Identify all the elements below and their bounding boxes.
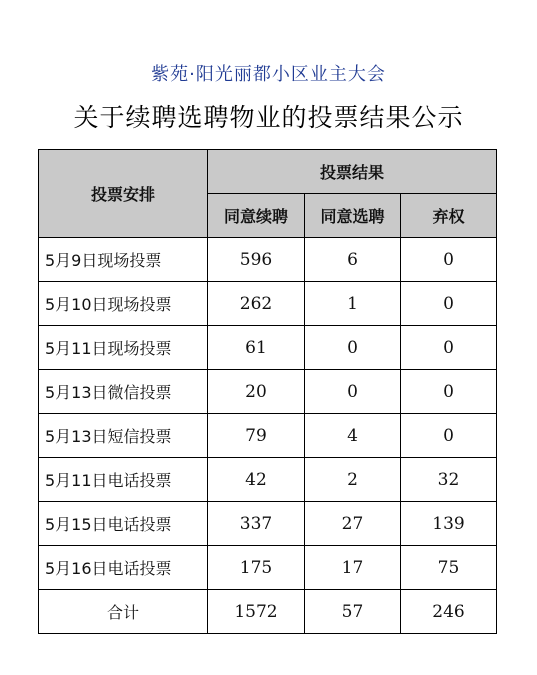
cell-abstain: 139 [401,502,497,546]
vote-results-table [38,149,497,634]
table-row [39,282,497,326]
cell-agree-renew: 61 [208,326,305,370]
table-row [39,238,497,282]
total-abstain: 246 [401,590,497,634]
table-row [39,414,497,458]
cell-agree-renew: 175 [208,546,305,590]
table-row [39,370,497,414]
cell-agree-renew: 337 [208,502,305,546]
cell-abstain: 32 [401,458,497,502]
cell-agree-select: 1 [305,282,401,326]
cell-agree-select: 2 [305,458,401,502]
row-label: 5月13日短信投票 [39,414,208,458]
cell-agree-renew: 79 [208,414,305,458]
table-row [39,502,497,546]
row-label: 5月9日现场投票 [39,238,208,282]
cell-agree-select: 6 [305,238,401,282]
cell-abstain: 0 [401,414,497,458]
cell-abstain: 0 [401,370,497,414]
table-header-row [39,150,497,194]
cell-abstain: 0 [401,326,497,370]
cell-agree-select: 27 [305,502,401,546]
header-arrangement: 投票安排 [39,150,208,238]
cell-abstain: 0 [401,238,497,282]
page-title: 关于续聘选聘物业的投票结果公示 [73,103,464,132]
total-label: 合计 [39,590,208,634]
cell-agree-renew: 42 [208,458,305,502]
row-label: 5月13日微信投票 [39,370,208,414]
cell-agree-select: 17 [305,546,401,590]
cell-agree-select: 0 [305,326,401,370]
cell-agree-renew: 20 [208,370,305,414]
community-subtitle: 紫苑·阳光丽都小区业主大会 [151,64,386,85]
total-agree-renew: 1572 [208,590,305,634]
table-row [39,546,497,590]
table-row [39,458,497,502]
cell-agree-renew: 596 [208,238,305,282]
row-label: 5月16日电话投票 [39,546,208,590]
cell-agree-renew: 262 [208,282,305,326]
header-results: 投票结果 [208,150,497,194]
total-row [39,590,497,634]
row-label: 5月11日电话投票 [39,458,208,502]
cell-abstain: 0 [401,282,497,326]
total-agree-select: 57 [305,590,401,634]
cell-abstain: 75 [401,546,497,590]
table-row [39,326,497,370]
header-abstain: 弃权 [401,194,497,238]
row-label: 5月11日现场投票 [39,326,208,370]
header-agree-select: 同意选聘 [305,194,401,238]
cell-agree-select: 4 [305,414,401,458]
row-label: 5月10日现场投票 [39,282,208,326]
header-agree-renew: 同意续聘 [208,194,305,238]
row-label: 5月15日电话投票 [39,502,208,546]
cell-agree-select: 0 [305,370,401,414]
